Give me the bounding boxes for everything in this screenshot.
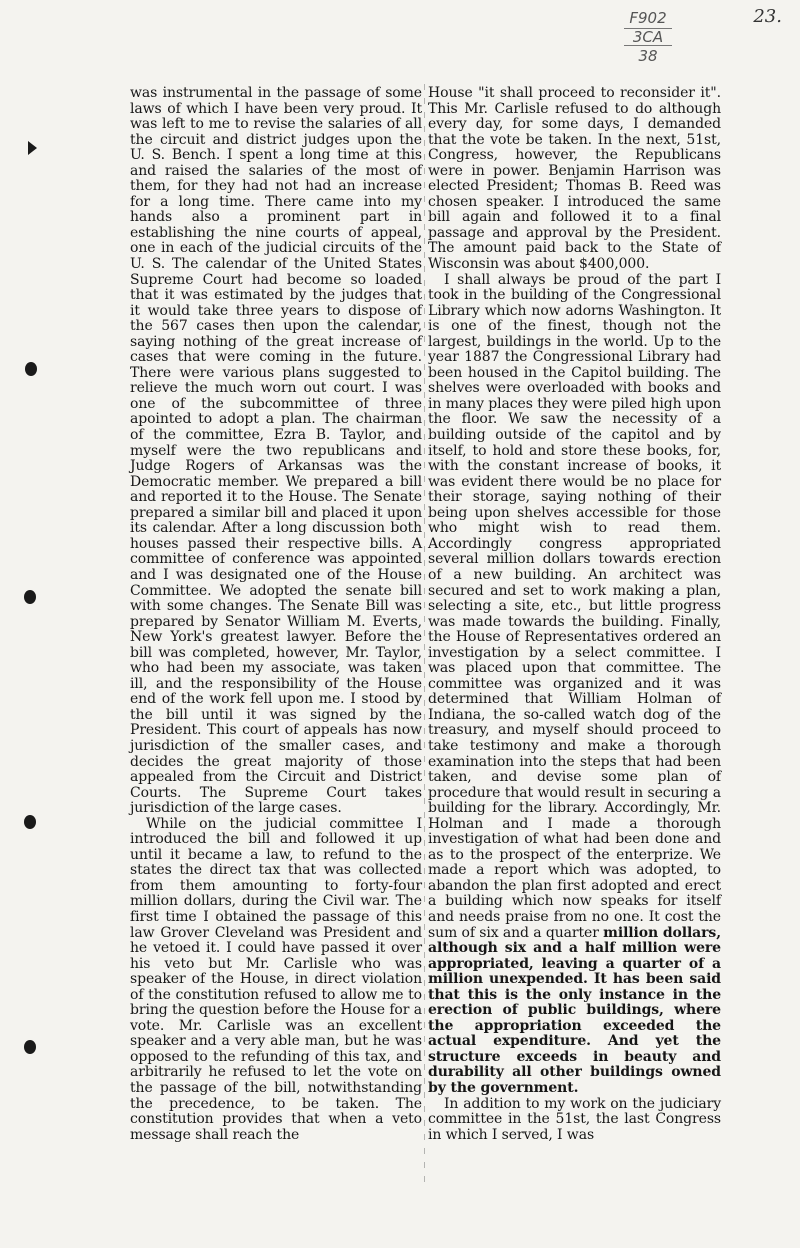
archive-mark bbox=[612, 10, 684, 64]
binder-hole bbox=[24, 590, 36, 604]
paragraph: While on the judicial committee I introduced the bill and followed it up until it became a law, to refund to the states the direct tax that was collected from them amounting to forty-four million dollars, during the Civil war. The first time I obtained the passage of this law Grover Cleveland was President and he vetoed it. I could have passed it over his veto but Mr. Carlisle who was speaker of the House, in direct violation of the constitution refused to allow me to bring the question before the House for a vote. Mr. Carlisle was an excellent speaker and a very able man, but he was opposed to the refunding of this tax, and arbitrarily he refused to let the vote on the passage of the bill, notwithstanding the precedence, to be taken. The constitution provides that when a veto message shall reach the bbox=[130, 815, 422, 1143]
paragraph-text: I shall always be proud of the part I took in the building of the Congressional Library which now adorns Washington. It is one of the finest, though not the largest, buildings in the world. Up to the year 1887 the Congressional Library had been housed in the Capitol building. The shelves were overloaded with books and in many places they were piled high upon the floor. We saw the necessity of a building outside of the capitol and by itself, to hold and store these books, for, with the constant increase of books, it was evident there would be no place for their storage, saying nothing of their being upon shelves accessible for those who might wish to read them. Accordingly congress appropriated several million dollars towards erection of a new building. An architect was secured and set to work making a plan, selecting a site, etc., but little progress was made towards the building. Finally, the House of Representatives ordered an investigation by a select committee. I was placed upon that committee. The committee was organized and it was determined that William Holman of Indiana, the so-called watch dog of the treasury, and myself should proceed to take testimony and make a thorough examination into the steps that had been taken, and devise some plan of procedure that would result in securing a building for the library. Accordingly, Mr. Holman and I made a thorough investigation of what had been done and as to the prospect of the enterprize. We made a report which was adopted, to abandon the plan first adopted and erect a building which now speaks for itself and needs praise from no one. It cost the sum of six and a quarter bbox=[428, 271, 721, 941]
paragraph: House "it shall proceed to reconsider it". This Mr. Carlisle refused to do although every day, for some days, I demanded that the vote be taken. In the next, 51st, Congress, however, the Republicans were in power. Benjamin Harrison was elected President; Thomas B. Reed was chosen speaker. I introduced the same bill again and followed it to a final passage and approval by the President. The amount paid back to the State of Wisconsin was about $400,000. bbox=[428, 85, 721, 273]
column-divider bbox=[424, 84, 425, 1184]
left-column bbox=[130, 86, 422, 1143]
binder-hole bbox=[24, 1040, 36, 1054]
binder-hole-top bbox=[28, 141, 37, 155]
page-number: 23. bbox=[753, 6, 782, 27]
paragraph: In addition to my work on the judiciary committee in the 51st, the last Congress in which I served, I was bbox=[428, 1095, 721, 1143]
paragraph bbox=[428, 273, 721, 1097]
paragraph-bold-text: million dollars, although six and a half million were appropriated, leaving a quarter of a million unexpended. It has been said that this is the only instance in the erection of public buildings, where the appropriation exceeded the actual expenditure. And yet the structure exceeds in beauty and durability all other buildings owned by the government. bbox=[428, 924, 721, 1096]
archive-mark-line-3: 38 bbox=[638, 47, 658, 65]
paragraph: was instrumental in the passage of some laws of which I have been very proud. It was left to me to revise the salaries of all the circuit and district judges upon the U. S. Bench. I spent a long time at this and raised the salaries of the most of them, for they had not had an increase for a long time. There came into my hands also a prominent part in establishing the nine courts of appeal, one in each of the judicial circuits of the U. S. The calendar of the United States Supreme Court had become so loaded that it was estimated by the judges that it would take three years to dispose of the 567 cases then upon the calendar, saying nothing of the great increase of cases that were coming in the future. There were various plans suggested to relieve the much worn out court. I was one of the subcommittee of three apointed to adopt a plan. The chairman of the committee, Ezra B. Taylor, and myself were the two republicans and Judge Rogers of Arkansas was the Democratic member. We prepared a bill and reported it to the House. The Senate prepared a similar bill and placed it upon its calendar. After a long discussion both houses passed their respective bills. A committee of conference was appointed and I was designated one of the House Committee. We adopted the senate bill with some changes. The Senate Bill was prepared by Senator William M. Everts, New York's greatest lawyer. Before the bill was completed, however, Mr. Taylor, who had been my associate, was taken ill, and the responsibility of the House end of the work fell upon me. I stood by the bill until it was signed by the President. This court of appeals has now jurisdiction of the smaller cases, and decides the great majority of those appealed from the Circuit and District Courts. The Supreme Court takes jurisdiction of the large cases. bbox=[130, 85, 422, 817]
right-column bbox=[428, 86, 721, 1143]
binder-hole bbox=[25, 362, 37, 376]
archive-mark-line-1: F902 bbox=[629, 9, 667, 27]
archive-mark-line-2: 3CA bbox=[624, 28, 672, 46]
binder-hole bbox=[24, 815, 36, 829]
